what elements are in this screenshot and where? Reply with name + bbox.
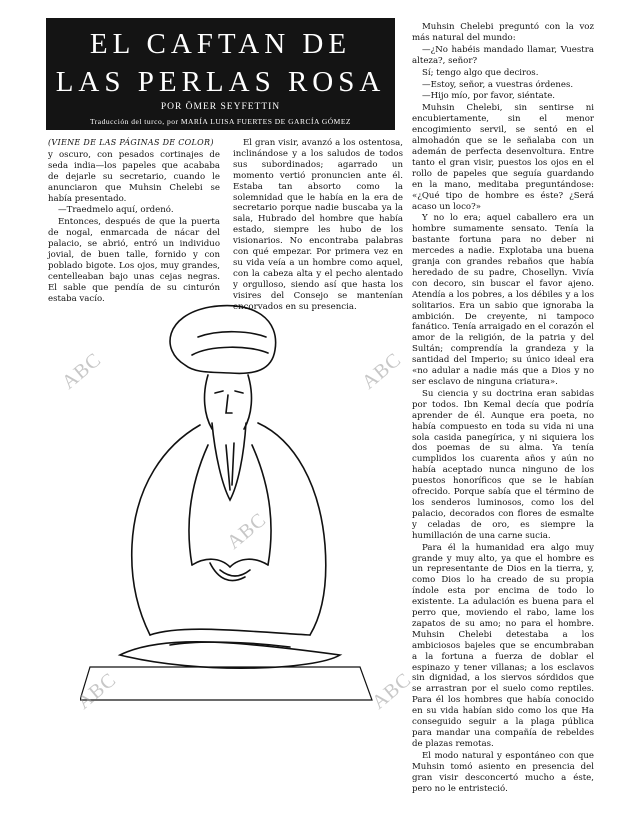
paragraph: Para él la humanidad era algo muy grande y muy alto, ya que el hombre es un representante de Dios en la tierra, y, como Dios lo ha creado de su propia índole esta por encima de todo lo existente. La adulación es buena para el perro que, moviendo el rabo, lame los zapatos de su amo; no para el hombre. Muhsin Chelebi detestaba a los ambiciosos bajeles que se encumbraban a la fortuna a fuerza de doblar el espinazo y tener villanas; a los esclavos sin dignidad, a los siervos sórdidos que se arrastran por el suelo como reptiles. Para él los hombres que había conocido en su vida habían sido como los que Ha conseguido seguir a la plaga pública para mandar una compañía de rebeldes de plazas remotas. <box>412 542 594 749</box>
beard-shape <box>212 423 246 500</box>
paragraph: El modo natural y espontáneo con que Muhsin tomó asiento en presencia del gran visir desconcertó mucho a éste, pero no le entristeció. <box>412 750 594 794</box>
paragraph: —Hijo mío, por favor, siéntate. <box>422 91 556 102</box>
paragraph: —Estoy, señor, a vuestras órdenes. <box>422 79 574 90</box>
paragraph: Y no lo era; aquel caballero era un hombre sumamente sensato. Tenía la bastante fortuna para no deber ni mercedes a nadie. Explotaba una buena granja con grandes rebaños que había heredado de su padre, Chosellyn. Vivía con decoro, sin buscar el favor ajeno. Atendía a los pobres, a los débiles y a los solitarios. Era un sabio que ignoraba la ambición. De creyente, ni tampoco fanático. Tenía arraigado en el corazón el amor de la religión, de la patria y del Sultán; comprendía la grandeza y la santidad del Imperio; su único ideal era «no adular a nadie más que a Dios y no ser esclavo de ninguna criatura». <box>412 213 594 387</box>
abc-watermark: ABC <box>357 348 406 394</box>
text-column-2 <box>233 138 403 314</box>
text-column-3 <box>412 22 594 795</box>
paragraph: Muhsin Chelebi preguntó con la voz más natural del mundo: <box>412 22 594 43</box>
article-title-line2: LAS PERLAS ROSA <box>55 66 386 98</box>
paragraph: —Traedmelo aquí, ordenó. <box>58 205 174 216</box>
continued-note: (VIENE DE LAS PÁGINAS DE COLOR) <box>48 138 214 147</box>
abc-watermark: ABC <box>72 668 121 714</box>
face-shape <box>205 375 212 429</box>
paragraph: Sí; tengo algo que deciros. <box>422 67 539 78</box>
hands-shape <box>192 559 268 567</box>
paragraph: —¿No habéis mandado llamar, Vuestra alteza?, señor? <box>412 44 594 66</box>
abc-watermark: ABC <box>57 348 106 394</box>
cushion-shape <box>80 667 372 700</box>
paragraph: Su ciencia y su doctrina eran sabidas por todos. Ibn Kemal decía que podría aprender de él. Aunque era poeta, no había compuesto en toda su vida ni una sola casida panegírica, y ni siquiera los dos poemas de su alma. Ya tenía cumplidos los cuarenta años y aún no había aceptado nunca ninguno de los puestos honoríficos que se le habían ofrecido. Porque sabía que el término de los senderos luminosos, como los del palacio, decorados con flores de esmalte y celadas de oro, es siempre la humillación de una carne sucia. <box>412 388 594 541</box>
paragraph: y oscuro, con pesados cortinajes de seda india—los papeles que acababa de dejarle su secretario, cuando le anunciaron que Muhsin Chelebi se había presentado. <box>48 149 220 204</box>
paragraph: Muhsin Chelebi, sin sentirse ni encubiertamente, sin el menor encogimiento servil, se sentó en el almohadón que se le señalaba con un ademán de perfecta desenvoltura. Entre tanto el gran visir, puestos los ojos en el rollo de papeles que seguía guardando en la mano, meditaba preguntándose: «¿Qué tipo de hombre es éste? ¿Será acaso un loco?» <box>412 103 594 212</box>
seated-man-illustration <box>80 295 380 715</box>
legs-shape <box>150 629 310 635</box>
title-block <box>46 18 395 130</box>
paragraph: El gran visir, avanzó a los ostentosa, inclinándose y a los saludos de todos sus subordinados; agarrado un momento vertió pronuncien ante él. Estaba tan absorto como la solemnidad que le había en la era de secretario porque nadie buscaba ya la sala, Hubrado del hombre que había estado, siempre les hubo de los visionarios. No encontraba palabras con qué empezar. Por primera vez en su vida veía a un hombre como aquel, con la cabeza alta y el pecho alentado y orgulloso, siendo así que hasta los visires del Consejo se mantenían encorvados en su presencia. <box>233 138 403 312</box>
turban-shape <box>170 306 276 374</box>
article-byline: POR ÖMER SEYFETTIN <box>160 102 281 112</box>
robe-right <box>258 423 326 635</box>
paragraph: Entonces, después de que la puerta de nogal, enmarcada de nácar del palacio, se abrió, entró un individuo jovial, de buen talle, fornido y con poblado bigote. Los ojos, muy grandes, centelleaban bajo unas cejas negras. El sable que pendía de su cinturón estaba vacío. <box>48 217 220 304</box>
article-title-line1: EL CAFTAN DE <box>89 28 352 60</box>
abc-watermark: ABC <box>222 508 271 554</box>
translation-credit: Traducción del turco, por MARÍA LUISA FUERTES DE GARCÍA GÓMEZ <box>89 117 351 126</box>
abc-watermark: ABC <box>367 668 416 714</box>
text-column-1 <box>48 138 220 306</box>
